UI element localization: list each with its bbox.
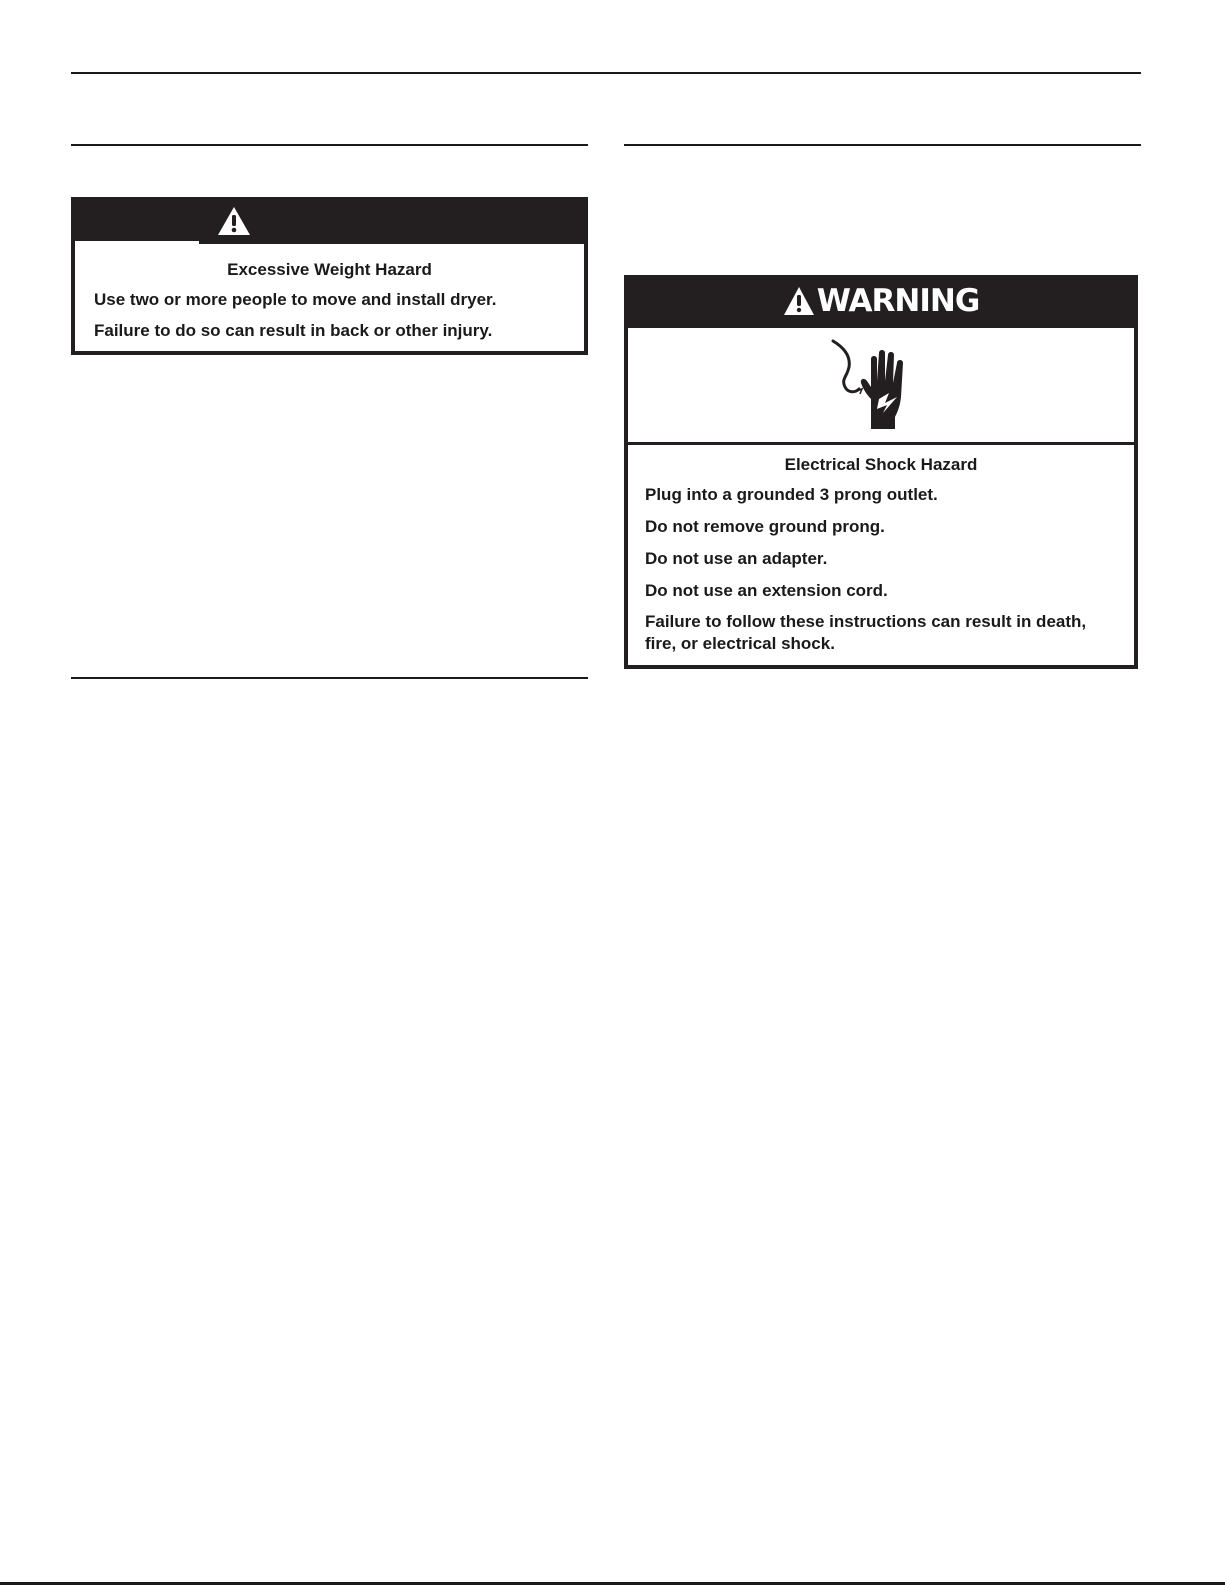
warning-icon-panel [628, 328, 1134, 442]
warning-instruction: Plug into a grounded 3 prong outlet. [645, 485, 938, 504]
warning-title: Electrical Shock Hazard [784, 455, 978, 474]
weight-hazard-line: Use two or more people to move and install dryer. [94, 290, 497, 309]
weight-hazard-line: Failure to do so can result in back or other injury. [94, 321, 493, 340]
electric-shock-hand-icon [827, 337, 923, 433]
warning-instruction: Do not use an adapter. [645, 549, 828, 568]
warning-instruction: Do not use an extension cord. [645, 581, 888, 600]
warning-text-panel [628, 445, 1134, 665]
left-lower-section-rule [71, 677, 588, 679]
warning-triangle-icon [217, 206, 251, 236]
warning-triangle-icon [783, 286, 815, 316]
weight-hazard-header [71, 197, 588, 244]
top-rule [71, 72, 1141, 74]
electrical-warning-box [624, 275, 1138, 669]
weight-hazard-body [75, 244, 584, 351]
weight-hazard-box [71, 197, 588, 355]
right-section-rule [624, 144, 1141, 146]
warning-consequence: Failure to follow these instructions can result in death, fire, or electrical shock. [645, 612, 1087, 653]
warning-header [624, 275, 1138, 327]
warning-instruction: Do not remove ground prong. [645, 517, 885, 536]
warning-signal-word: WARNING [816, 283, 980, 319]
weight-hazard-title: Excessive Weight Hazard [227, 260, 432, 279]
left-section-rule [71, 144, 588, 146]
